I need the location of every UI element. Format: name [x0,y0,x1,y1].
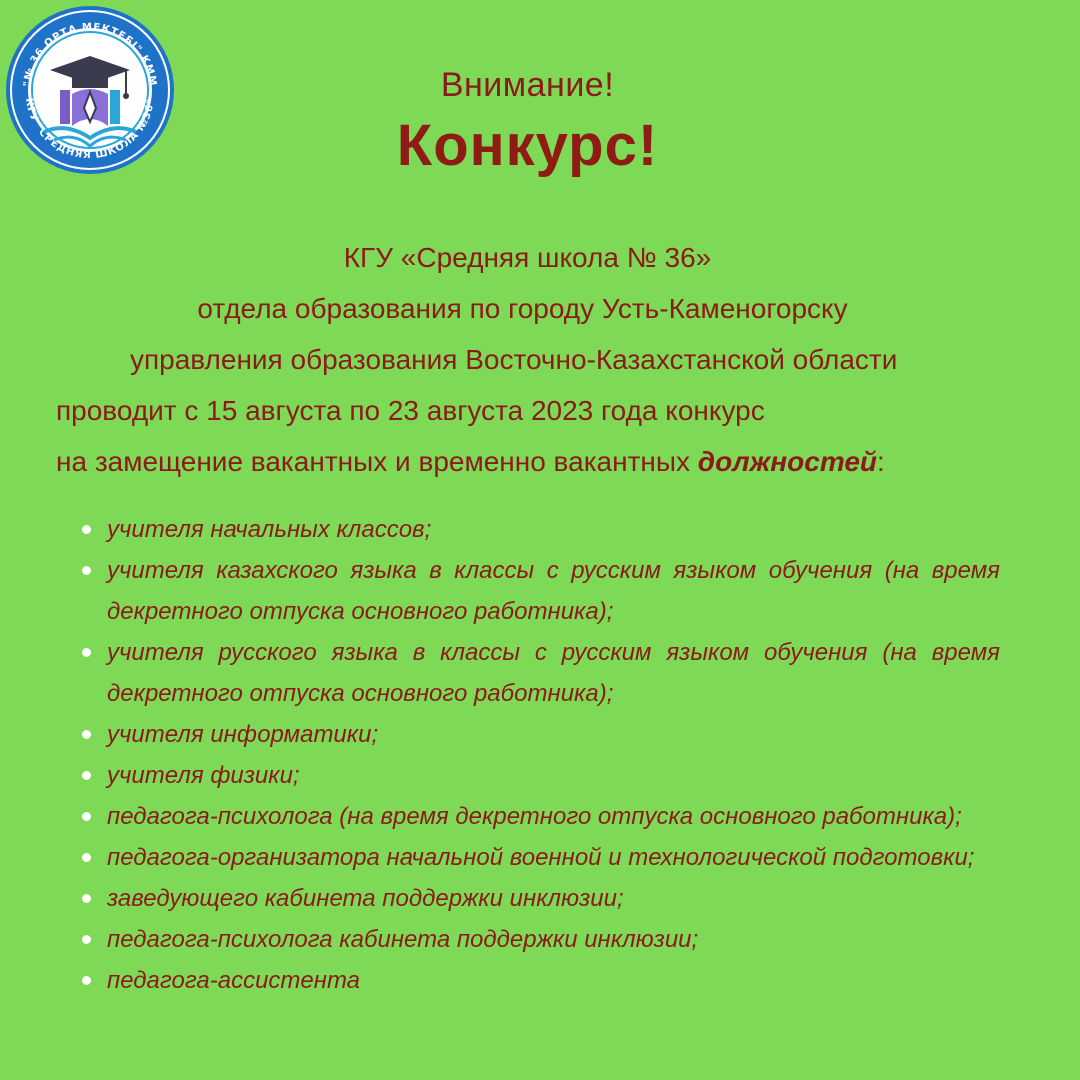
position-text: педагога-организатора начальной военной и технологической подготовки; [107,844,975,871]
list-item [78,919,1000,960]
bullet-icon [82,525,91,534]
logo-top-text: "№ 36 ОРТА МЕКТЕБІ" КММ [22,21,159,88]
intro-positions-emphasis: должностей [697,446,878,477]
intro-positions-prefix: на замещение вакантных и временно вакантных [56,446,698,477]
list-item [78,632,1000,714]
list-item [78,755,1000,796]
list-item [78,714,1000,755]
intro-line-school: КГУ «Средняя школа № 36» [343,242,712,273]
bullet-icon [82,771,91,780]
intro-positions-suffix: : [877,446,885,477]
bullet-icon [82,853,91,862]
position-text: учителя информатики; [107,721,379,748]
bullet-icon [82,730,91,739]
attention-heading: Внимание! [440,66,615,104]
bullet-icon [82,976,91,985]
position-text: учителя начальных классов; [107,516,432,543]
position-text: заведующего кабинета поддержки инклюзии; [107,885,624,912]
list-item [78,796,1000,837]
position-text: учителя физики; [107,762,300,789]
intro-line-department: отдела образования по городу Усть-Каменогорску [197,293,848,324]
bullet-icon [82,812,91,821]
position-text: педагога-психолога (на время декретного отпуска основного работника); [107,803,962,830]
bullet-icon [82,894,91,903]
list-item [78,550,1000,632]
bullet-icon [82,648,91,657]
list-item [78,837,1000,878]
contest-title: Конкурс! [396,113,659,178]
position-text: учителя русского языка в классы с русским языком обучения (на время декретного отпуска основного работника); [107,639,1000,707]
list-item [78,878,1000,919]
announcement-intro [0,232,1080,487]
positions-list [78,509,1000,1001]
intro-line-dates: проводит с 15 августа по 23 августа 2023 года конкурс [56,395,765,426]
intro-line-positions [0,436,1080,487]
bullet-icon [82,566,91,575]
position-text: педагога-психолога кабинета поддержки инклюзии; [107,926,699,953]
intro-line-administration: управления образования Восточно-Казахстанской области [130,344,898,375]
position-text: учителя казахского языка в классы с русским языком обучения (на время декретного отпуска основного работника); [107,557,1000,625]
bullet-icon [82,935,91,944]
list-item [78,960,1000,1001]
list-item [78,509,1000,550]
position-text: педагога-ассистента [107,967,361,994]
logo-bottom-text: КГУ "СРЕДНЯЯ ШКОЛА №36" [23,97,157,162]
